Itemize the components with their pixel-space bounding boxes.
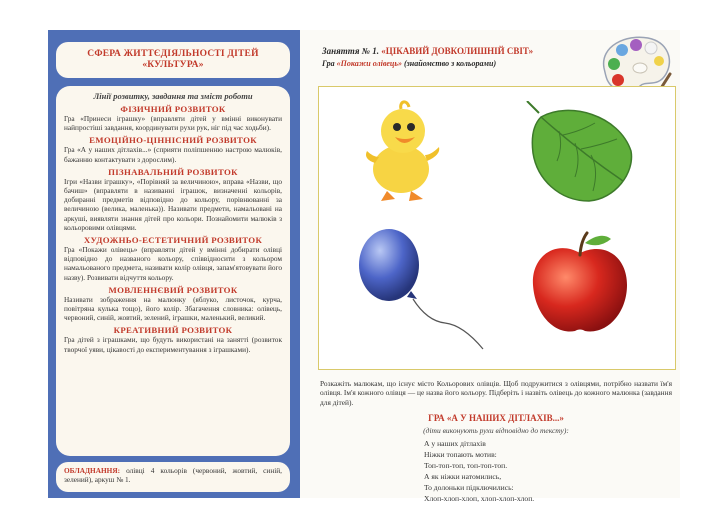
right-page (312, 30, 680, 503)
section-text-emotional: Гра «А у наших дітлахів...» (сприяти поліпшенню настрою малюків, бажанню контактувати з дорослим). (64, 145, 282, 164)
game-heading (322, 59, 496, 68)
poem-line: Топ-топ-топ, топ-топ-топ. (424, 461, 508, 470)
section-text-cognitive: Ігри «Назви іграшку», «Порівняй за величиною», вправа «Назви, що бачиш» (вправляти в називанні іграшок, визначенні кольорів, добиранні предметів відповідно до кольору, порівнюванні за величиною (велика, маленька)). Називати предмети, намальовані на аркуші, виявляти знання дітей про кольори. Познайомити малюків з кольоровими олівцями. (64, 176, 282, 232)
section-title-speech: МОВЛЕННЄВИЙ РОЗВИТОК (108, 284, 238, 295)
task-description: Розкажіть малюкам, що існує місто Кольорових олівців. Щоб подружитися з олівцями, потрібно назвати їм'я олівця. Ім'я кожного олівця — це назва його кольору. Підберіть і назвіть олівець до кожного малюнка (завдання для дітей). (320, 379, 672, 407)
poem-text (424, 438, 534, 504)
section-text-artistic: Гра «Покажи олівець» (вправляти дітей у вмінні добирати олівці відповідно до названого кольору, співвідносити з кольором намальованого предмета, називати колір олівця, запам'ятовувати його назву). Розвивати відчуття кольору. (64, 245, 282, 282)
poem-line: Ніжки топають мотив: (424, 450, 497, 459)
blue-balloon-picture (355, 227, 491, 353)
equipment-label: ОБЛАДНАННЯ: (64, 466, 121, 475)
equipment-card (56, 462, 290, 492)
lesson-heading (322, 46, 533, 56)
song-title: ГРА «А У НАШИХ ДІТЛАХІВ...» (428, 413, 564, 423)
section-text-physical: Гра «Принеси іграшку» (вправляти дітей у вмінні виконувати найпростіші завдання, координувати рухи рук, ніг під час ходьби). (64, 114, 282, 133)
development-subheading: Лінії розвитку, завдання та зміст роботи (93, 91, 253, 101)
development-lines-card (56, 86, 290, 456)
section-title-emotional: ЕМОЦІЙНО-ЦІННІСНИЙ РОЗВИТОК (89, 135, 257, 146)
game-note: (знайомство з кольорами) (402, 59, 497, 68)
section-text-speech: Називати зображення на малюнку (яблуко, листочок, курча, повітряна кулька тощо), його колір. Збагачення словника: олівець, червоний, синій, жовтий, зелений, іграшки, маленький, великий. (64, 294, 282, 323)
red-apple-picture (525, 229, 635, 339)
picture-frame (318, 86, 676, 370)
duckling-picture (359, 99, 445, 203)
lesson-title: «ЦІКАВИЙ ДОВКОЛИШНІЙ СВІТ» (381, 46, 534, 56)
song-subtitle: (діти виконують рухи відповідно до тексту): (423, 426, 569, 435)
poem-line: А як ніжки натомились, (424, 472, 502, 481)
section-title-physical: ФІЗИЧНИЙ РОЗВИТОК (120, 104, 226, 114)
section-text-creative: Гра дітей з іграшками, що будуть використані на занятті (розвиток творчої уяви, цікавості до експериментування з іграшками). (64, 335, 282, 354)
left-page (48, 30, 300, 498)
lesson-number: Заняття № 1. (322, 46, 382, 56)
game-title: «Покажи олівець» (336, 59, 403, 68)
section-title-creative: КРЕАТИВНИЙ РОЗВИТОК (113, 325, 233, 336)
sphere-header-line-1: СФЕРА ЖИТТЄДІЯЛЬНОСТІ ДІТЕЙ (87, 49, 259, 59)
poem-line: То долоньки підключились: (424, 483, 514, 492)
game-prefix: Гра (322, 59, 337, 68)
green-leaf-picture (519, 101, 637, 205)
poem-line: Хлоп-хлоп-хлоп, хлоп-хлоп-хлоп. (424, 494, 535, 503)
sphere-header-line-2: «КУЛЬТУРА» (142, 60, 204, 70)
poem-line: А у наших дітлахів (424, 439, 486, 448)
section-title-cognitive: ПІЗНАВАЛЬНИЙ РОЗВИТОК (108, 166, 238, 177)
equipment-items: олівці 4 кольорів (червоний, жовтий, синій, зелений), аркуш № 1. (64, 466, 282, 485)
sphere-header-card (56, 42, 290, 78)
equipment-text (56, 462, 290, 484)
section-title-artistic: ХУДОЖНЬО-ЕСТЕТИЧНИЙ РОЗВИТОК (83, 235, 263, 246)
